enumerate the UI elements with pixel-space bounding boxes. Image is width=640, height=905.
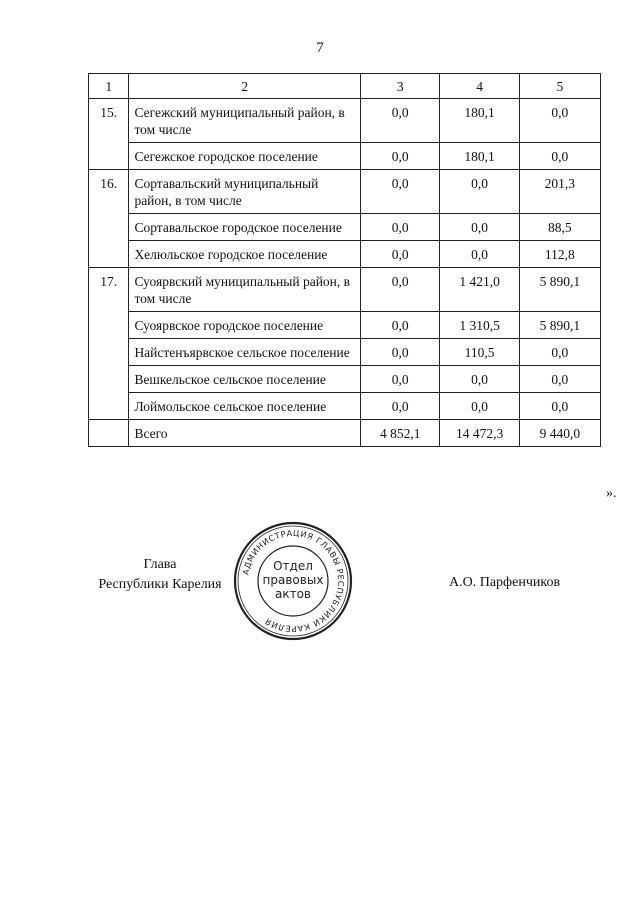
total-row [89,420,601,447]
value-col-3: 0,0 [361,170,440,214]
signatory-title [90,555,230,595]
table-row [89,312,601,339]
total-col-5: 9 440,0 [519,420,600,447]
municipality-name: Вешкельское сельское поселение [129,366,361,393]
header-col-2: 2 [129,74,361,99]
row-number: 16. [89,170,129,268]
header-col-1: 1 [89,74,129,99]
row-number [89,420,129,447]
value-col-4: 0,0 [440,241,519,268]
signatory-name: А.О. Парфенчиков [449,575,561,590]
value-col-4: 110,5 [440,339,519,366]
value-col-4: 0,0 [440,214,519,241]
table-row [89,143,601,170]
value-col-5: 201,3 [519,170,600,214]
table-header-row [89,74,601,99]
municipality-name: Сегежское городское поселение [129,143,361,170]
value-col-4: 0,0 [440,366,519,393]
table-row [89,241,601,268]
table-row [89,214,601,241]
table-row [89,170,601,214]
value-col-3: 0,0 [361,366,440,393]
total-col-3: 4 852,1 [361,420,440,447]
total-label: Всего [129,420,361,447]
value-col-4: 180,1 [440,143,519,170]
value-col-3: 0,0 [361,393,440,420]
table-row [89,339,601,366]
stamp-seal-icon [232,520,354,642]
stamp-center-line1: Отдел [273,559,313,573]
table-row [89,99,601,143]
table-row [89,393,601,420]
page-number: 7 [316,40,324,56]
budget-table [88,73,601,447]
value-col-5: 0,0 [519,99,600,143]
stamp-center-line3: актов [274,587,312,601]
value-col-3: 0,0 [361,339,440,366]
municipality-name: Хелюльское городское поселение [129,241,361,268]
municipality-name: Суоярвское городское поселение [129,312,361,339]
header-col-3: 3 [361,74,440,99]
value-col-3: 0,0 [361,143,440,170]
value-col-3: 0,0 [361,99,440,143]
value-col-3: 0,0 [361,241,440,268]
value-col-4: 1 310,5 [440,312,519,339]
value-col-4: 0,0 [440,393,519,420]
stamp-ring-text: АДМИНИСТРАЦИЯ ГЛАВЫ РЕСПУБЛИКИ КАРЕЛИЯ [240,527,347,635]
header-col-4: 4 [440,74,519,99]
municipality-name: Суоярвский муниципальный район, в том числе [129,268,361,312]
municipality-name: Лоймольское сельское поселение [129,393,361,420]
value-col-5: 88,5 [519,214,600,241]
total-col-4: 14 472,3 [440,420,519,447]
value-col-4: 180,1 [440,99,519,143]
municipality-name: Сортавальский муниципальный район, в том числе [129,170,361,214]
value-col-3: 0,0 [361,268,440,312]
row-number: 15. [89,99,129,170]
signatory-title-line1: Глава [143,557,177,572]
table-row [89,366,601,393]
value-col-3: 0,0 [361,214,440,241]
value-col-4: 1 421,0 [440,268,519,312]
value-col-5: 112,8 [519,241,600,268]
municipality-name: Найстенъярвское сельское поселение [129,339,361,366]
row-number: 17. [89,268,129,420]
value-col-5: 0,0 [519,339,600,366]
value-col-5: 0,0 [519,393,600,420]
value-col-3: 0,0 [361,312,440,339]
value-col-5: 0,0 [519,366,600,393]
value-col-5: 0,0 [519,143,600,170]
closing-quote-mark: ». [606,486,617,501]
header-col-5: 5 [519,74,600,99]
signatory-title-line2: Республики Карелия [98,577,222,592]
official-stamp [232,520,354,642]
value-col-5: 5 890,1 [519,312,600,339]
value-col-5: 5 890,1 [519,268,600,312]
municipality-name: Сортавальское городское поселение [129,214,361,241]
stamp-center-line2: правовых [262,573,324,587]
municipality-name: Сегежский муниципальный район, в том числе [129,99,361,143]
value-col-4: 0,0 [440,170,519,214]
table-row [89,268,601,312]
